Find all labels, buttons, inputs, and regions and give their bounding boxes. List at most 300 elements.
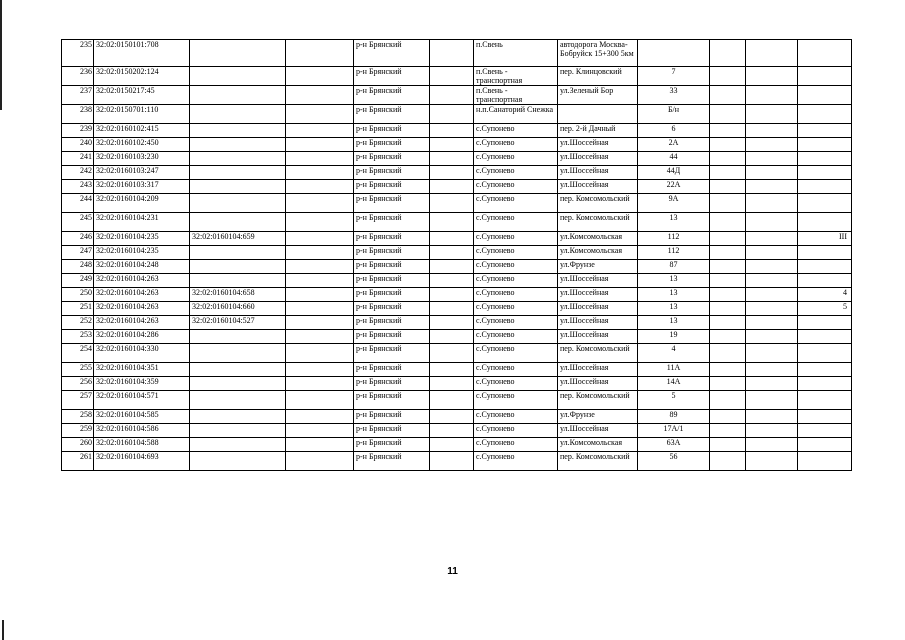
- district-cell: р-н Брянский: [354, 377, 430, 391]
- row-number-cell: 253: [62, 330, 94, 344]
- column-11-cell: [746, 166, 798, 180]
- house-number-cell: [638, 40, 710, 67]
- house-number-cell: 33: [638, 86, 710, 105]
- column-12-cell: [798, 246, 852, 260]
- linked-cadastral-number-cell: [190, 274, 286, 288]
- linked-cadastral-number-cell: 32:02:0160104:527: [190, 316, 286, 330]
- house-number-cell: Б/н: [638, 105, 710, 124]
- linked-cadastral-number-cell: [190, 213, 286, 232]
- column-6-cell: [430, 166, 474, 180]
- table-row: [62, 274, 852, 288]
- column-11-cell: [746, 152, 798, 166]
- registry-table: [61, 39, 852, 471]
- house-number-cell: 13: [638, 302, 710, 316]
- column-12-cell: [798, 40, 852, 67]
- district-cell: р-н Брянский: [354, 452, 430, 471]
- column-6-cell: [430, 363, 474, 377]
- settlement-cell: с.Супонево: [474, 152, 558, 166]
- column-10-cell: [710, 377, 746, 391]
- row-number-cell: 242: [62, 166, 94, 180]
- linked-cadastral-number-cell: 32:02:0160104:660: [190, 302, 286, 316]
- column-10-cell: [710, 330, 746, 344]
- column-4-cell: [286, 288, 354, 302]
- column-11-cell: [746, 344, 798, 363]
- column-12-cell: [798, 424, 852, 438]
- row-number-cell: 241: [62, 152, 94, 166]
- cadastral-number-cell: 32:02:0160104:231: [94, 213, 190, 232]
- cadastral-number-cell: 32:02:0160104:263: [94, 288, 190, 302]
- linked-cadastral-number-cell: [190, 377, 286, 391]
- settlement-cell: с.Супонево: [474, 330, 558, 344]
- cadastral-number-cell: 32:02:0160104:235: [94, 246, 190, 260]
- column-12-cell: [798, 166, 852, 180]
- column-10-cell: [710, 438, 746, 452]
- street-cell: пер. Комсомольский: [558, 194, 638, 213]
- settlement-cell: с.Супонево: [474, 124, 558, 138]
- row-number-cell: 240: [62, 138, 94, 152]
- row-number-cell: 260: [62, 438, 94, 452]
- district-cell: р-н Брянский: [354, 424, 430, 438]
- district-cell: р-н Брянский: [354, 410, 430, 424]
- column-6-cell: [430, 232, 474, 246]
- column-4-cell: [286, 438, 354, 452]
- table-row: [62, 438, 852, 452]
- column-10-cell: [710, 213, 746, 232]
- column-4-cell: [286, 152, 354, 166]
- column-10-cell: [710, 344, 746, 363]
- column-12-cell: [798, 194, 852, 213]
- column-12-cell: [798, 410, 852, 424]
- column-12-cell: [798, 377, 852, 391]
- table-row: [62, 410, 852, 424]
- table-row: [62, 363, 852, 377]
- column-12-cell: [798, 316, 852, 330]
- house-number-cell: 63А: [638, 438, 710, 452]
- row-number-cell: 246: [62, 232, 94, 246]
- district-cell: р-н Брянский: [354, 246, 430, 260]
- cadastral-number-cell: 32:02:0150101:708: [94, 40, 190, 67]
- column-12-cell: [798, 363, 852, 377]
- table-row: [62, 288, 852, 302]
- settlement-cell: с.Супонево: [474, 274, 558, 288]
- column-11-cell: [746, 424, 798, 438]
- linked-cadastral-number-cell: [190, 40, 286, 67]
- column-11-cell: [746, 232, 798, 246]
- column-6-cell: [430, 67, 474, 86]
- cadastral-number-cell: 32:02:0160104:359: [94, 377, 190, 391]
- column-6-cell: [430, 330, 474, 344]
- linked-cadastral-number-cell: 32:02:0160104:658: [190, 288, 286, 302]
- column-4-cell: [286, 180, 354, 194]
- street-cell: ул.Шоссейная: [558, 316, 638, 330]
- column-12-cell: [798, 260, 852, 274]
- settlement-cell: с.Супонево: [474, 316, 558, 330]
- column-12-cell: [798, 86, 852, 105]
- column-4-cell: [286, 40, 354, 67]
- linked-cadastral-number-cell: [190, 438, 286, 452]
- column-6-cell: [430, 316, 474, 330]
- row-number-cell: 254: [62, 344, 94, 363]
- column-6-cell: [430, 194, 474, 213]
- column-10-cell: [710, 152, 746, 166]
- district-cell: р-н Брянский: [354, 260, 430, 274]
- column-6-cell: [430, 344, 474, 363]
- row-number-cell: 236: [62, 67, 94, 86]
- column-10-cell: [710, 246, 746, 260]
- settlement-cell: с.Супонево: [474, 452, 558, 471]
- column-11-cell: [746, 86, 798, 105]
- column-11-cell: [746, 377, 798, 391]
- column-10-cell: [710, 166, 746, 180]
- column-10-cell: [710, 288, 746, 302]
- settlement-cell: с.Супонево: [474, 213, 558, 232]
- house-number-cell: 6: [638, 124, 710, 138]
- column-4-cell: [286, 363, 354, 377]
- column-6-cell: [430, 86, 474, 105]
- column-12-cell: 5: [798, 302, 852, 316]
- column-6-cell: [430, 260, 474, 274]
- linked-cadastral-number-cell: [190, 138, 286, 152]
- settlement-cell: с.Супонево: [474, 410, 558, 424]
- row-number-cell: 256: [62, 377, 94, 391]
- table-row: [62, 232, 852, 246]
- settlement-cell: п.Свень: [474, 40, 558, 67]
- street-cell: ул.Фрунзе: [558, 260, 638, 274]
- table-row: [62, 260, 852, 274]
- street-cell: ул.Шоссейная: [558, 377, 638, 391]
- column-12-cell: [798, 391, 852, 410]
- table-row: [62, 213, 852, 232]
- column-4-cell: [286, 232, 354, 246]
- district-cell: р-н Брянский: [354, 302, 430, 316]
- street-cell: [558, 105, 638, 124]
- street-cell: пер. Комсомольский: [558, 213, 638, 232]
- house-number-cell: 44: [638, 152, 710, 166]
- column-6-cell: [430, 124, 474, 138]
- column-12-cell: [798, 213, 852, 232]
- column-6-cell: [430, 213, 474, 232]
- column-10-cell: [710, 260, 746, 274]
- column-12-cell: 4: [798, 288, 852, 302]
- table-row: [62, 246, 852, 260]
- column-10-cell: [710, 40, 746, 67]
- column-4-cell: [286, 138, 354, 152]
- column-12-cell: [798, 452, 852, 471]
- house-number-cell: 44Д: [638, 166, 710, 180]
- settlement-cell: п.Свень - транспортная: [474, 67, 558, 86]
- column-6-cell: [430, 138, 474, 152]
- column-4-cell: [286, 274, 354, 288]
- column-12-cell: [798, 138, 852, 152]
- column-11-cell: [746, 410, 798, 424]
- scan-edge-mark-top: [0, 0, 2, 110]
- linked-cadastral-number-cell: [190, 260, 286, 274]
- column-10-cell: [710, 274, 746, 288]
- linked-cadastral-number-cell: [190, 424, 286, 438]
- street-cell: пер. Комсомольский: [558, 452, 638, 471]
- column-11-cell: [746, 105, 798, 124]
- house-number-cell: 56: [638, 452, 710, 471]
- street-cell: ул.Шоссейная: [558, 152, 638, 166]
- column-12-cell: [798, 124, 852, 138]
- cadastral-number-cell: 32:02:0160104:351: [94, 363, 190, 377]
- column-11-cell: [746, 40, 798, 67]
- table-row: [62, 86, 852, 105]
- column-11-cell: [746, 194, 798, 213]
- column-4-cell: [286, 316, 354, 330]
- cadastral-number-cell: 32:02:0160102:415: [94, 124, 190, 138]
- district-cell: р-н Брянский: [354, 363, 430, 377]
- column-11-cell: [746, 302, 798, 316]
- cadastral-number-cell: 32:02:0160104:588: [94, 438, 190, 452]
- column-4-cell: [286, 391, 354, 410]
- column-11-cell: [746, 330, 798, 344]
- column-4-cell: [286, 377, 354, 391]
- row-number-cell: 244: [62, 194, 94, 213]
- table-row: [62, 67, 852, 86]
- column-6-cell: [430, 424, 474, 438]
- column-4-cell: [286, 194, 354, 213]
- linked-cadastral-number-cell: [190, 86, 286, 105]
- settlement-cell: с.Супонево: [474, 288, 558, 302]
- column-10-cell: [710, 86, 746, 105]
- linked-cadastral-number-cell: [190, 194, 286, 213]
- house-number-cell: 2А: [638, 138, 710, 152]
- column-10-cell: [710, 67, 746, 86]
- district-cell: р-н Брянский: [354, 40, 430, 67]
- district-cell: р-н Брянский: [354, 180, 430, 194]
- column-6-cell: [430, 438, 474, 452]
- cadastral-number-cell: 32:02:0160103:230: [94, 152, 190, 166]
- table-row: [62, 424, 852, 438]
- district-cell: р-н Брянский: [354, 274, 430, 288]
- cadastral-number-cell: 32:02:0160103:317: [94, 180, 190, 194]
- settlement-cell: с.Супонево: [474, 194, 558, 213]
- settlement-cell: с.Супонево: [474, 180, 558, 194]
- row-number-cell: 247: [62, 246, 94, 260]
- settlement-cell: с.Супонево: [474, 344, 558, 363]
- house-number-cell: 22А: [638, 180, 710, 194]
- table-row: [62, 105, 852, 124]
- row-number-cell: 261: [62, 452, 94, 471]
- house-number-cell: 89: [638, 410, 710, 424]
- scan-edge-mark-bottom: [2, 620, 4, 640]
- linked-cadastral-number-cell: [190, 124, 286, 138]
- cadastral-number-cell: 32:02:0160104:263: [94, 316, 190, 330]
- settlement-cell: с.Супонево: [474, 424, 558, 438]
- row-number-cell: 248: [62, 260, 94, 274]
- settlement-cell: с.Супонево: [474, 363, 558, 377]
- column-10-cell: [710, 316, 746, 330]
- settlement-cell: с.Супонево: [474, 438, 558, 452]
- column-11-cell: [746, 180, 798, 194]
- cadastral-number-cell: 32:02:0160104:263: [94, 302, 190, 316]
- column-6-cell: [430, 246, 474, 260]
- linked-cadastral-number-cell: 32:02:0160104:659: [190, 232, 286, 246]
- settlement-cell: п.Свень - транспортная: [474, 86, 558, 105]
- column-11-cell: [746, 452, 798, 471]
- district-cell: р-н Брянский: [354, 67, 430, 86]
- house-number-cell: 19: [638, 330, 710, 344]
- settlement-cell: н.п.Санаторий Снежка: [474, 105, 558, 124]
- street-cell: ул.Шоссейная: [558, 330, 638, 344]
- house-number-cell: 11А: [638, 363, 710, 377]
- house-number-cell: 112: [638, 246, 710, 260]
- cadastral-number-cell: 32:02:0160104:235: [94, 232, 190, 246]
- house-number-cell: 14А: [638, 377, 710, 391]
- row-number-cell: 235: [62, 40, 94, 67]
- cadastral-number-cell: 32:02:0160104:209: [94, 194, 190, 213]
- column-11-cell: [746, 316, 798, 330]
- cadastral-number-cell: 32:02:0160104:248: [94, 260, 190, 274]
- column-6-cell: [430, 288, 474, 302]
- table-row: [62, 166, 852, 180]
- column-12-cell: III: [798, 232, 852, 246]
- column-10-cell: [710, 138, 746, 152]
- column-10-cell: [710, 105, 746, 124]
- house-number-cell: 13: [638, 274, 710, 288]
- table-row: [62, 124, 852, 138]
- row-number-cell: 245: [62, 213, 94, 232]
- street-cell: пер. 2-й Дачный: [558, 124, 638, 138]
- cadastral-number-cell: 32:02:0160104:263: [94, 274, 190, 288]
- district-cell: р-н Брянский: [354, 124, 430, 138]
- table-row: [62, 452, 852, 471]
- linked-cadastral-number-cell: [190, 391, 286, 410]
- row-number-cell: 257: [62, 391, 94, 410]
- linked-cadastral-number-cell: [190, 246, 286, 260]
- column-6-cell: [430, 274, 474, 288]
- column-10-cell: [710, 452, 746, 471]
- column-4-cell: [286, 246, 354, 260]
- column-4-cell: [286, 344, 354, 363]
- column-4-cell: [286, 452, 354, 471]
- column-10-cell: [710, 391, 746, 410]
- table-row: [62, 330, 852, 344]
- column-11-cell: [746, 274, 798, 288]
- column-10-cell: [710, 424, 746, 438]
- column-11-cell: [746, 391, 798, 410]
- column-4-cell: [286, 67, 354, 86]
- column-10-cell: [710, 180, 746, 194]
- column-6-cell: [430, 152, 474, 166]
- house-number-cell: 5: [638, 391, 710, 410]
- row-number-cell: 237: [62, 86, 94, 105]
- street-cell: ул.Шоссейная: [558, 363, 638, 377]
- column-4-cell: [286, 410, 354, 424]
- linked-cadastral-number-cell: [190, 67, 286, 86]
- cadastral-number-cell: 32:02:0150701:110: [94, 105, 190, 124]
- settlement-cell: с.Супонево: [474, 260, 558, 274]
- district-cell: р-н Брянский: [354, 391, 430, 410]
- row-number-cell: 252: [62, 316, 94, 330]
- column-6-cell: [430, 40, 474, 67]
- house-number-cell: 9А: [638, 194, 710, 213]
- cadastral-number-cell: 32:02:0160104:586: [94, 424, 190, 438]
- settlement-cell: с.Супонево: [474, 302, 558, 316]
- column-6-cell: [430, 302, 474, 316]
- page-number: 11: [447, 566, 458, 577]
- settlement-cell: с.Супонево: [474, 391, 558, 410]
- street-cell: автодорога Москва-Бобруйск 15+300 5км: [558, 40, 638, 67]
- column-12-cell: [798, 344, 852, 363]
- district-cell: р-н Брянский: [354, 438, 430, 452]
- street-cell: ул.Шоссейная: [558, 274, 638, 288]
- street-cell: ул.Зеленый Бор: [558, 86, 638, 105]
- row-number-cell: 239: [62, 124, 94, 138]
- cadastral-number-cell: 32:02:0150217:45: [94, 86, 190, 105]
- column-12-cell: [798, 105, 852, 124]
- district-cell: р-н Брянский: [354, 105, 430, 124]
- table-row: [62, 377, 852, 391]
- house-number-cell: 87: [638, 260, 710, 274]
- cadastral-number-cell: 32:02:0160104:571: [94, 391, 190, 410]
- house-number-cell: 13: [638, 316, 710, 330]
- settlement-cell: с.Супонево: [474, 377, 558, 391]
- column-12-cell: [798, 438, 852, 452]
- column-11-cell: [746, 213, 798, 232]
- column-10-cell: [710, 302, 746, 316]
- column-11-cell: [746, 438, 798, 452]
- column-12-cell: [798, 152, 852, 166]
- house-number-cell: 112: [638, 232, 710, 246]
- cadastral-number-cell: 32:02:0160104:585: [94, 410, 190, 424]
- house-number-cell: 13: [638, 213, 710, 232]
- district-cell: р-н Брянский: [354, 138, 430, 152]
- district-cell: р-н Брянский: [354, 288, 430, 302]
- column-6-cell: [430, 105, 474, 124]
- table-row: [62, 302, 852, 316]
- linked-cadastral-number-cell: [190, 452, 286, 471]
- row-number-cell: 258: [62, 410, 94, 424]
- linked-cadastral-number-cell: [190, 105, 286, 124]
- street-cell: ул.Шоссейная: [558, 424, 638, 438]
- cadastral-number-cell: 32:02:0160102:450: [94, 138, 190, 152]
- column-10-cell: [710, 124, 746, 138]
- linked-cadastral-number-cell: [190, 152, 286, 166]
- cadastral-number-cell: 32:02:0160104:693: [94, 452, 190, 471]
- table-row: [62, 152, 852, 166]
- column-6-cell: [430, 410, 474, 424]
- settlement-cell: с.Супонево: [474, 232, 558, 246]
- table-row: [62, 194, 852, 213]
- linked-cadastral-number-cell: [190, 410, 286, 424]
- row-number-cell: 251: [62, 302, 94, 316]
- street-cell: ул.Шоссейная: [558, 288, 638, 302]
- cadastral-number-cell: 32:02:0160104:286: [94, 330, 190, 344]
- district-cell: р-н Брянский: [354, 86, 430, 105]
- table-row: [62, 391, 852, 410]
- row-number-cell: 259: [62, 424, 94, 438]
- street-cell: ул.Комсомольская: [558, 438, 638, 452]
- street-cell: ул.Шоссейная: [558, 138, 638, 152]
- table-row: [62, 316, 852, 330]
- linked-cadastral-number-cell: [190, 363, 286, 377]
- linked-cadastral-number-cell: [190, 344, 286, 363]
- column-10-cell: [710, 363, 746, 377]
- column-6-cell: [430, 377, 474, 391]
- column-4-cell: [286, 166, 354, 180]
- column-4-cell: [286, 86, 354, 105]
- linked-cadastral-number-cell: [190, 330, 286, 344]
- linked-cadastral-number-cell: [190, 180, 286, 194]
- column-11-cell: [746, 138, 798, 152]
- district-cell: р-н Брянский: [354, 194, 430, 213]
- street-cell: пер. Комсомольский: [558, 344, 638, 363]
- cadastral-number-cell: 32:02:0160104:330: [94, 344, 190, 363]
- street-cell: ул.Шоссейная: [558, 302, 638, 316]
- column-10-cell: [710, 410, 746, 424]
